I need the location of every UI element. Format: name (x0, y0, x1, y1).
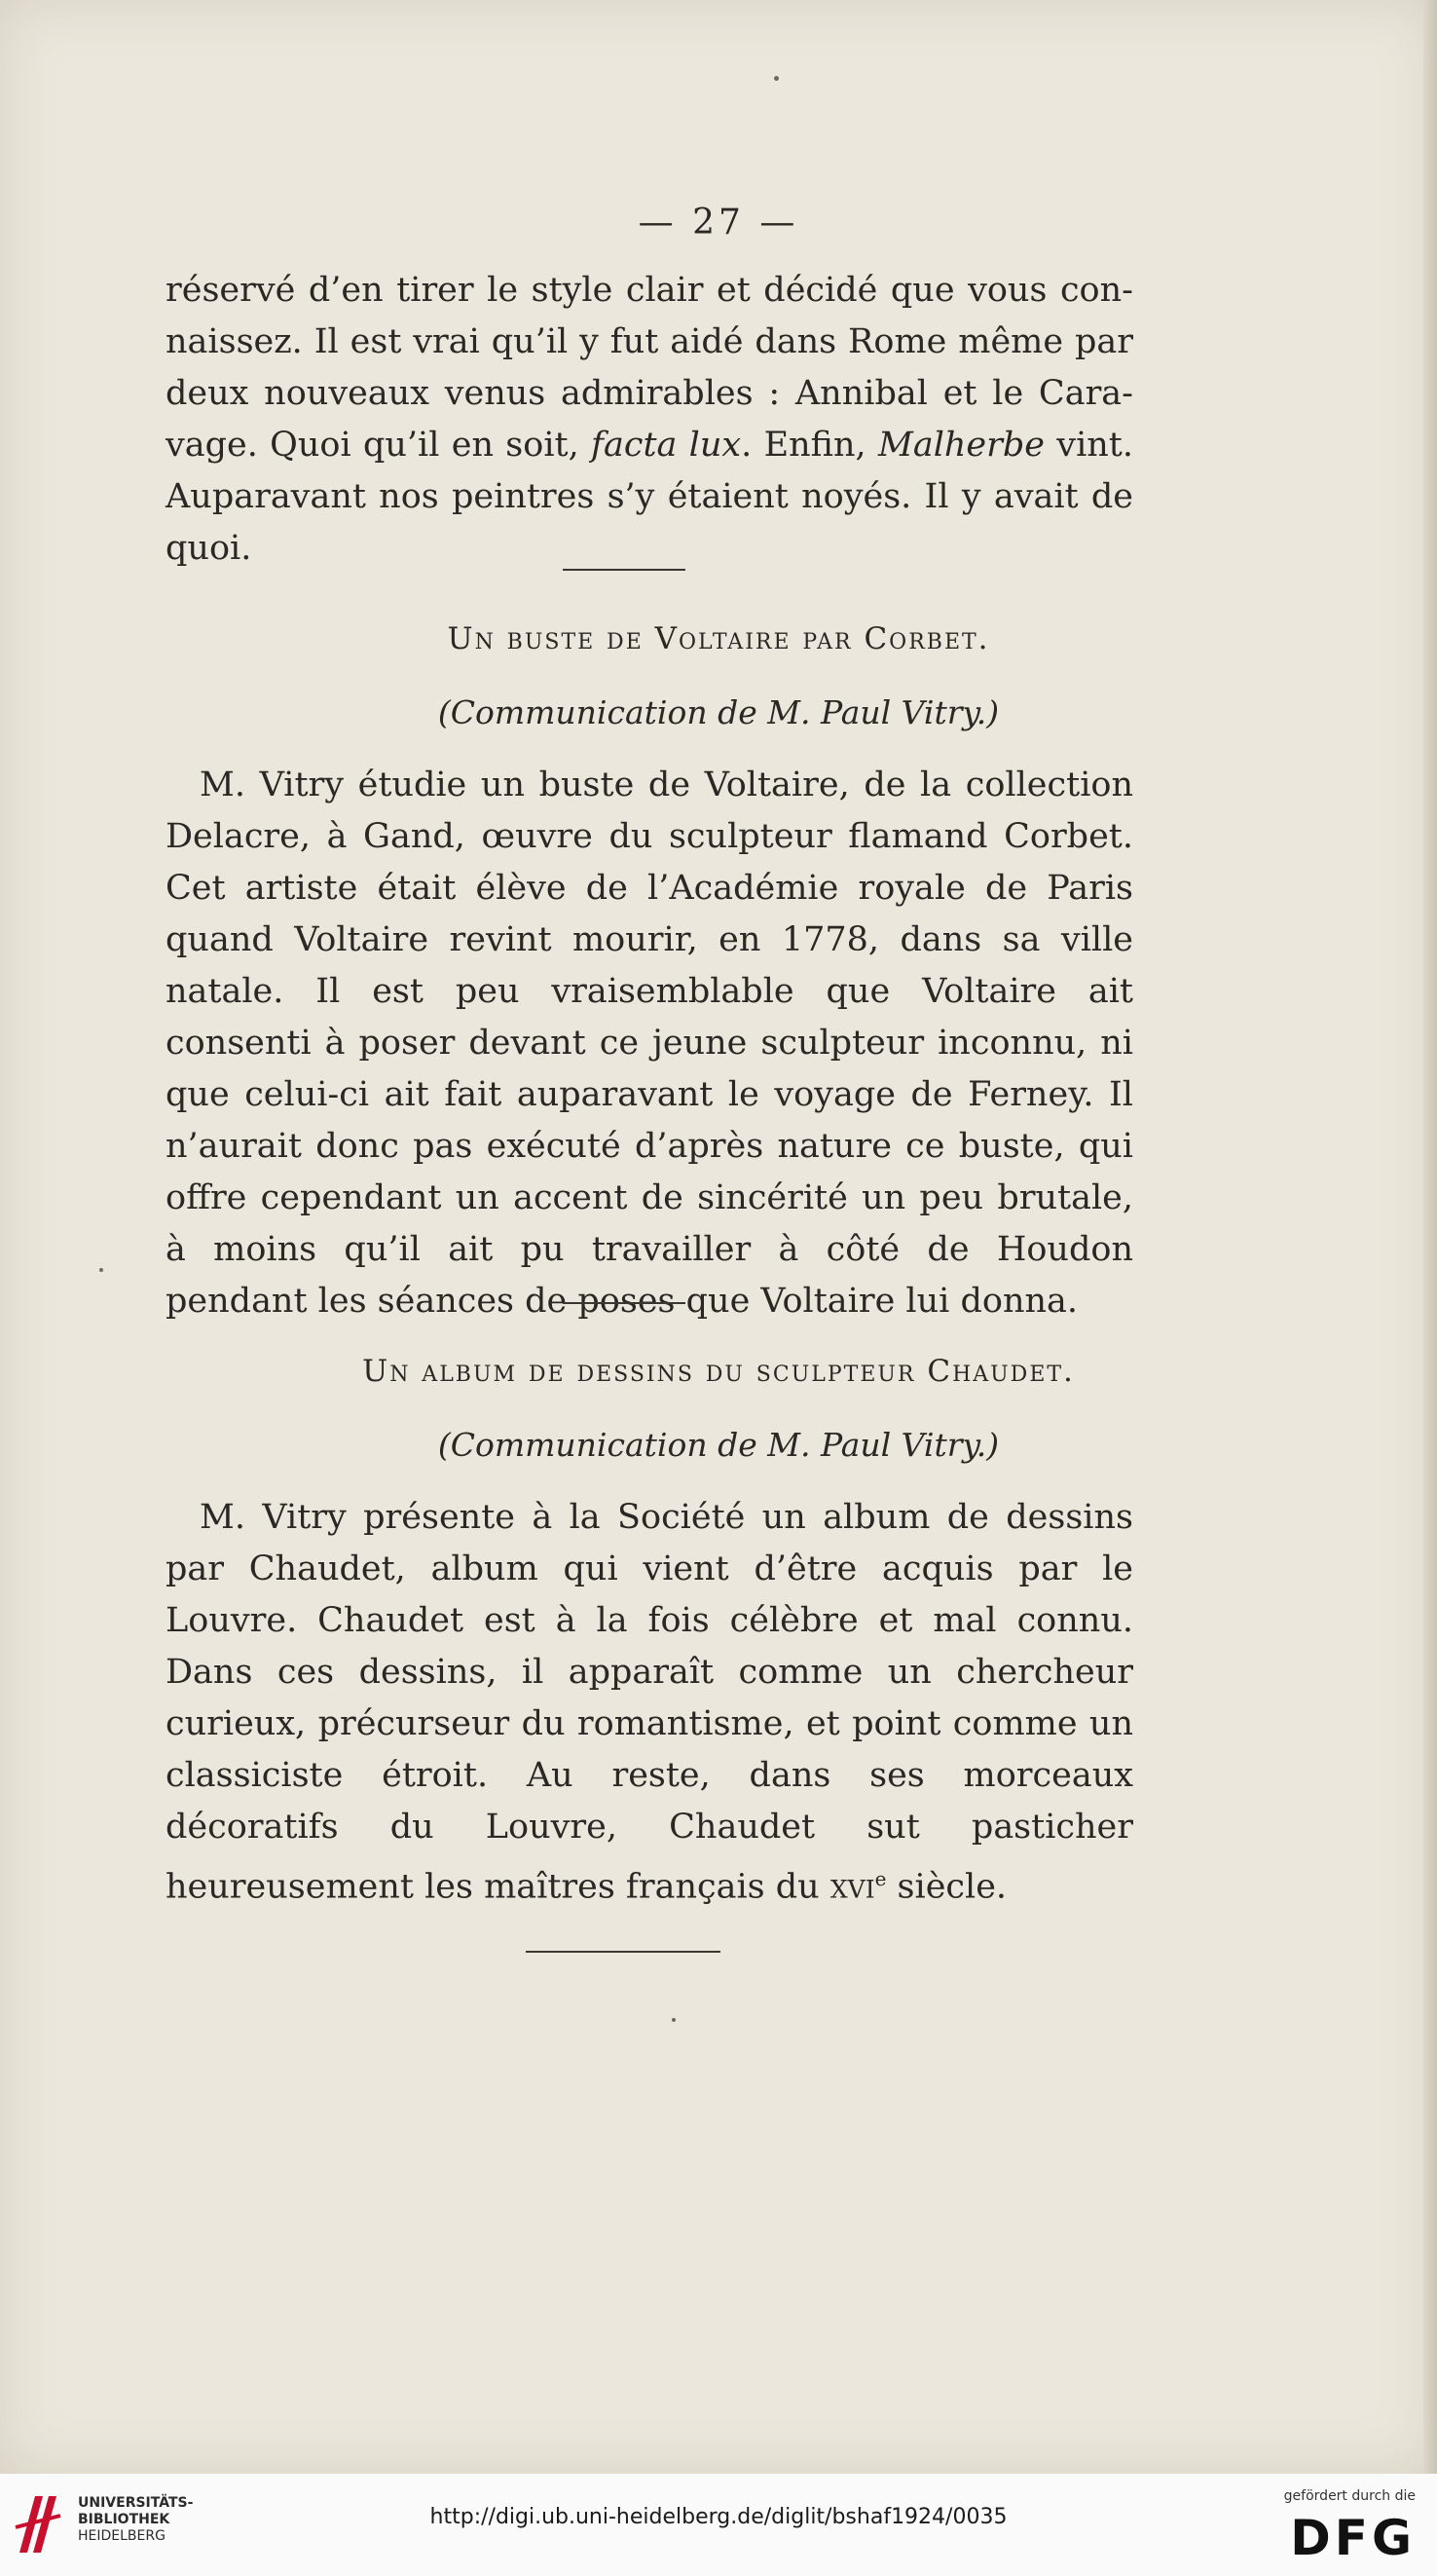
paragraph-text: réservé d’en tirer le style clair et décidé que vous connaissez. Il est vrai qu’il y fut aidé dans Rome même par deux nouveaux venus admirables : Annibal et le Caravage. Quoi qu’il en soit, facta lux. Enfin, Malherbe vint. Auparavant nos peintres s’y étaient noyés. Il y avait de quoi. (166, 271, 1133, 568)
section-title-chaudet: Un album de dessins du sculpteur Chaudet. (362, 1354, 1075, 1389)
voltaire-paragraph (166, 760, 1133, 1327)
section-divider (563, 1302, 685, 1304)
end-divider (526, 1951, 720, 1953)
chaudet-paragraph (166, 1492, 1133, 1914)
communication-note: (Communication de M. Paul Vitry.) (437, 693, 1000, 731)
communication-note: (Communication de M. Paul Vitry.) (437, 1426, 1000, 1464)
paragraph-text: M. Vitry étudie un buste de Voltaire, de la collection Delacre, à Gand, œuvre du sculpteur flamand Corbet. Cet artiste était élève de l’Académie royale de Paris quand Voltaire revint mourir, en 1778, dans sa ville natale. Il est peu vraisemblable que Voltaire ait consenti à poser devant ce jeune sculpteur inconnu, ni que celui-ci ait fait auparavant le voyage de Ferney. Il n’aurait donc pas exécuté d’après nature ce buste, qui offre cependant un accent de sincérité un peu brutale, à moins qu’il ait pu travailler à côté de Houdon pendant les séances de poses que Voltaire lui donna. (166, 765, 1133, 1321)
paper-speck (99, 1268, 103, 1272)
university-library-name: UNIVERSITÄTS- BIBLIOTHEK HEIDELBERG (78, 2495, 194, 2544)
funding-note: gefördert durch die (1283, 2488, 1416, 2504)
paper-speck (672, 2018, 676, 2022)
section-divider (563, 569, 685, 571)
dfg-logo: DFG (1290, 2510, 1416, 2566)
page-number: — 27 — (638, 203, 799, 243)
section-title-voltaire: Un buste de Voltaire par Corbet. (447, 621, 990, 656)
paragraph-text: M. Vitry présente à la Société un album de dessins par Chaudet, album qui vient d’être acquis par le Louvre. Chaudet est à la fois célèbre et mal connu. Dans ces dessins, il apparaît comme un chercheur curieux, précurseur du romantisme, et point comme un classiciste étroit. Au reste, dans ses morceaux décoratifs du Louvre, Chaudet sut pasticher heureusement les maîtres français du xvi$^e$ siècle. (166, 1498, 1133, 1907)
permalink-url[interactable]: http://digi.ub.uni-heidelberg.de/diglit/bshaf1924/0035 (429, 2505, 1008, 2529)
opening-paragraph (166, 265, 1133, 575)
paper-speck (774, 76, 779, 81)
page-edge (1423, 0, 1437, 2474)
